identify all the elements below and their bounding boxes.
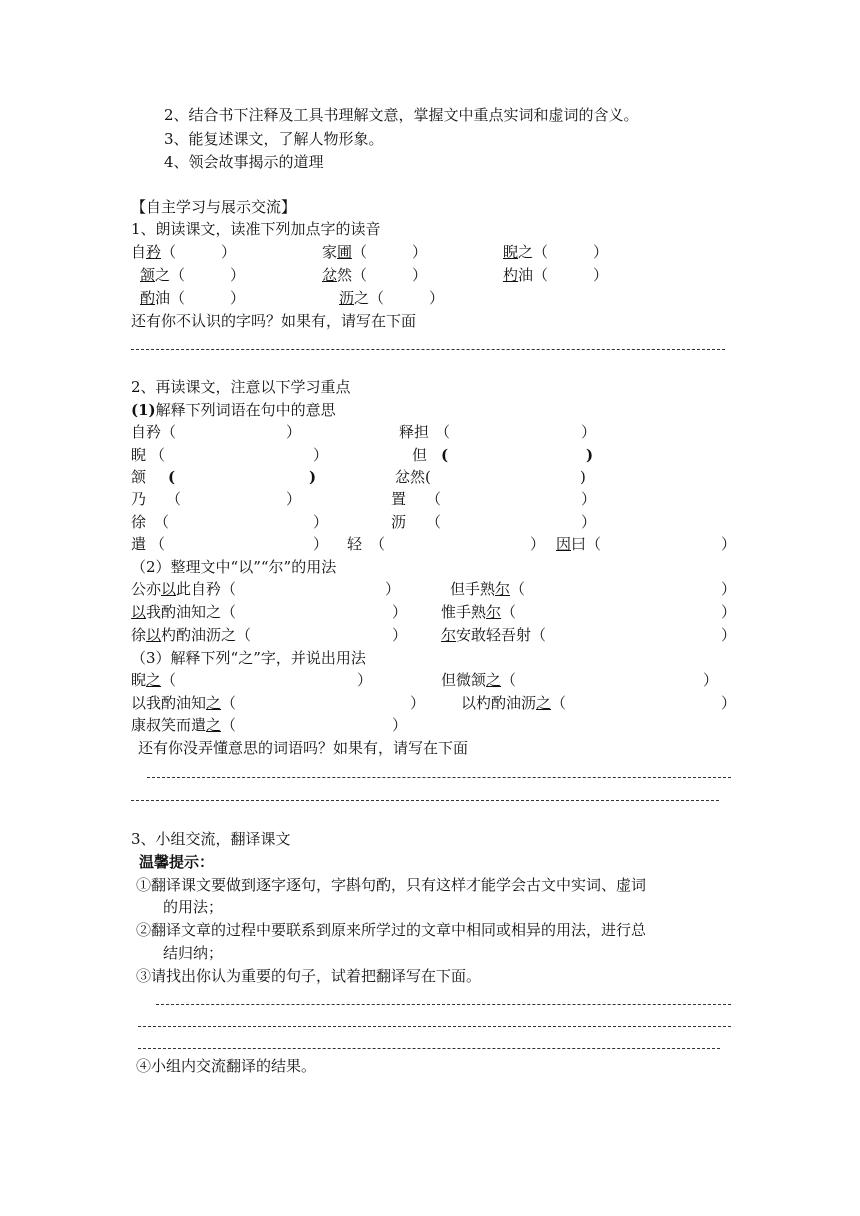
answer-line — [131, 800, 719, 801]
zhi-usage-2: 但微颔之（ — [441, 671, 517, 689]
paren-close: ） — [313, 446, 329, 464]
paren-close: ） — [721, 694, 737, 712]
vocab-fenran: 忿然( — [395, 468, 431, 486]
zhi-usage-4: 以杓酌油沥之（ — [461, 694, 567, 712]
vocab-zhi: 置 （ — [391, 490, 442, 508]
goal-2: 2、结合书下注释及工具书理解文意，掌握文中重点实词和虚词的含义。 — [164, 106, 639, 124]
tip-2-cont: 结归纳； — [163, 944, 224, 962]
goal-3: 3、能复述课文，了解人物形象。 — [164, 130, 384, 148]
pinyin-item-nizhi: 睨之（ ） — [503, 243, 609, 261]
vocab-han: 颔 ( — [131, 468, 176, 486]
subquestion-1: (1)解释下列词语在句中的意思 — [131, 401, 336, 419]
vocab-qian: 遣 （ — [131, 535, 166, 553]
vocab-yinyue: 因曰（ — [556, 535, 602, 553]
tip-1-cont: 的用法； — [163, 898, 224, 916]
question-3: 3、小组交流，翻译课文 — [131, 830, 291, 848]
pinyin-item-lizhi: 沥之（ ） — [339, 289, 445, 307]
tip-2: ②翻译文章的过程中要联系到原来所学过的文章中相同或相异的用法，进行总 — [136, 921, 647, 939]
answer-line — [147, 777, 731, 778]
paren-close: ） — [721, 535, 737, 553]
unknown-words-prompt: 还有你没弄懂意思的词语吗？如果有，请写在下面 — [138, 739, 469, 757]
pinyin-item-zijin: 自矜（ ） — [131, 243, 237, 261]
paren-close: ） — [703, 671, 719, 689]
yi-usage-1: 公亦以此自矜（ — [131, 580, 237, 598]
paren-close: ） — [357, 671, 373, 689]
paren-close: ） — [286, 490, 302, 508]
vocab-nai: 乃 （ — [131, 490, 182, 508]
er-usage-3: 尔安敢轻吾射（ — [441, 626, 547, 644]
unknown-chars-prompt: 还有你不认识的字吗？如果有，请写在下面 — [131, 312, 417, 330]
answer-line — [131, 349, 725, 350]
subquestion-3: （3）解释下列“之”字，并说出用法 — [131, 649, 366, 667]
tip-3: ③请找出你认为重要的句子，试着把翻译写在下面。 — [136, 967, 482, 985]
subquestion-2: （2）整理文中“以”“尔”的用法 — [131, 558, 337, 576]
paren-close: ） — [286, 423, 302, 441]
question-1: 1、朗读课文，读准下列加点字的读音 — [131, 220, 381, 238]
paren-close: ) — [580, 468, 586, 486]
paren-close: ) — [309, 468, 317, 486]
paren-close: ） — [392, 603, 408, 621]
paren-close: ） — [410, 694, 426, 712]
pinyin-item-fenran: 忿然（ ） — [322, 266, 428, 284]
yi-usage-3: 徐以杓酌油沥之（ — [131, 626, 252, 644]
paren-close: ） — [385, 580, 401, 598]
paren-close: ） — [581, 513, 597, 531]
zhi-usage-5: 康叔笑而遣之（ — [131, 716, 237, 734]
paren-close: ） — [530, 535, 546, 553]
vocab-xu: 徐 （ — [131, 513, 170, 531]
paren-close: ） — [313, 535, 329, 553]
pinyin-item-hanzhi: 颔之（ ） — [140, 266, 246, 284]
paren-close: ） — [392, 626, 408, 644]
paren-close: ） — [721, 626, 737, 644]
vocab-ni: 睨 （ — [131, 446, 166, 464]
paren-close: ） — [721, 603, 737, 621]
er-usage-1: 但手熟尔（ — [450, 580, 526, 598]
answer-line — [138, 1048, 720, 1049]
vocab-dan: 但 ( — [412, 446, 449, 464]
vocab-zijin: 自矜（ — [131, 423, 177, 441]
paren-close: ） — [581, 490, 597, 508]
section-header: 【自主学习与展示交流】 — [131, 198, 297, 216]
zhi-usage-1: 睨之（ — [131, 671, 177, 689]
tip-4: ④小组内交流翻译的结果。 — [136, 1057, 317, 1075]
answer-line — [156, 1004, 731, 1005]
tip-title: 温馨提示： — [139, 853, 215, 871]
paren-close: ） — [721, 580, 737, 598]
pinyin-item-zhuoyou: 酌油（ ） — [140, 289, 246, 307]
er-usage-2: 惟手熟尔（ — [441, 603, 517, 621]
paren-close: ） — [313, 513, 329, 531]
paren-close: ） — [581, 423, 597, 441]
pinyin-item-jiapu: 家圃（ ） — [322, 243, 428, 261]
yi-usage-2: 以我酌油知之（ — [131, 603, 237, 621]
vocab-li: 沥 （ — [391, 513, 442, 531]
paren-close: ） — [392, 716, 408, 734]
goal-4: 4、领会故事揭示的道理 — [164, 153, 324, 171]
answer-line — [138, 1026, 731, 1027]
question-2: 2、再读课文，注意以下学习重点 — [131, 378, 351, 396]
tip-1: ①翻译课文要做到逐字逐句，字斟句酌，只有这样才能学会古文中实词、虚词 — [136, 876, 647, 894]
vocab-shidan: 释担 （ — [399, 423, 451, 441]
vocab-qing: 轻 （ — [347, 535, 386, 553]
zhi-usage-3: 以我酌油知之（ — [131, 694, 237, 712]
pinyin-item-shaoyou: 杓油（ ） — [503, 266, 609, 284]
paren-close: ) — [586, 446, 594, 464]
